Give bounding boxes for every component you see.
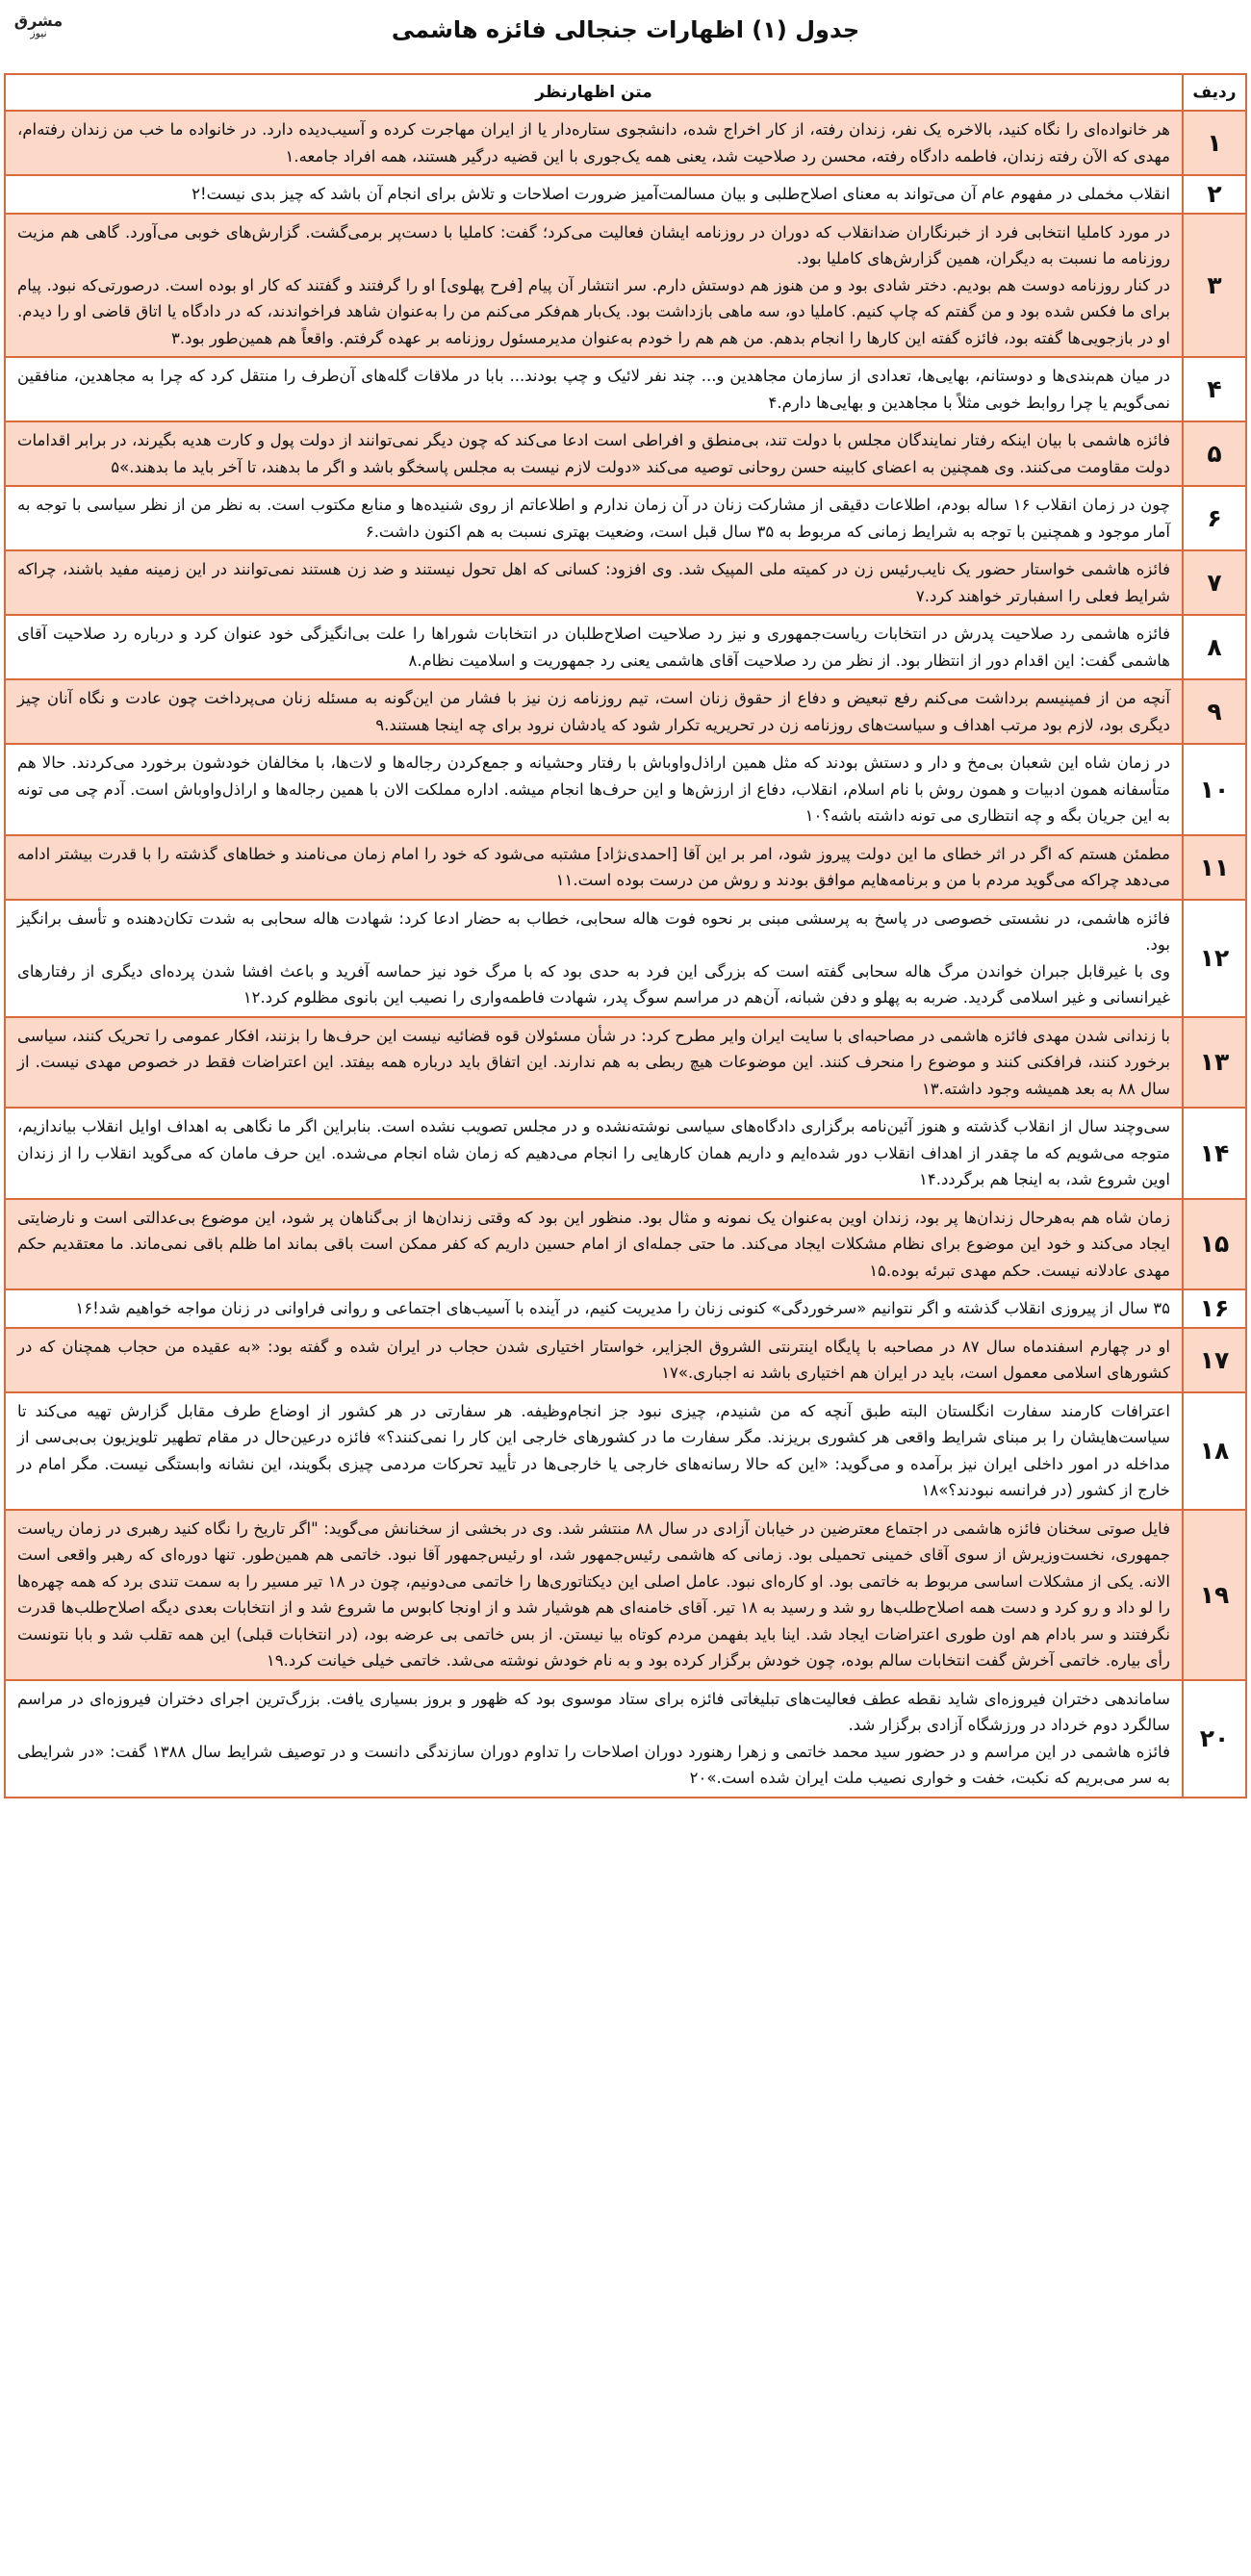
statement-paragraph: او در چهارم اسفندماه سال ۸۷ در مصاحبه با پایگاه اینترنتی الشروق الجزایر، خواستار اختیاری شدن حجاب در ایران شده و گفته بود: «به عقیده من حجاب همچنان که در کشورهای اسلامی معمول است، باید در ایران هم اختیاری باشد نه اجباری.»۱۷ xyxy=(17,1337,1171,1382)
statement-paragraph: اعترافات کارمند سفارت انگلستان البته طبق آنچه که من شنیدم، چیزی نبود جز انجام‌وظیفه. هر سفارتی در هر کشور از اوضاع طرف مقابل گزارش تهیه می‌کند تا سیاست‌هایشان را بر مبنای شرایط واقعی هر کشوری بریزند. مگر سفارت ما در کشورهای خارجی این کار را نمی‌کنند؟» فائزه درعین‌حال در مقام تطهیر تلویزیون بی‌بی‌سی از مداخله در امور داخلی ایران نیز برآمده و می‌گوید: «این که حالا رسانه‌های خارجی یا خارجی‌ها در تأیید تحرکات مردمی چیزی بگویند، این نشانه وابستگی نیست. مگر امام در خارج از کشور (در فرانسه نبودند؟»۱۸ xyxy=(17,1401,1170,1499)
statement-paragraph: فائزه هاشمی رد صلاحیت پدرش در انتخابات ریاست‌جمهوری و نیز رد صلاحیت اصلاح‌طلبان در انتخابات شوراها را علت بی‌انگیزگی خود عنوان کرد و درباره رد صلاحیت آقای هاشمی گفت: این اقدام دور از انتظار بود. از نظر من رد صلاحیت آقای هاشمی یعنی رد جمهوریت و اسلامیت نظام.۸ xyxy=(17,625,1170,670)
table-header-row xyxy=(5,74,1246,111)
statement-paragraph: چون در زمان انقلاب ۱۶ ساله بودم، اطلاعات دقیقی از مشارکت زنان در آن زمان ندارم و اطلاعاتم از روی شنیده‌ها و منابع مکتوب است. به نظر من از نظر سیاسی با توجه به آمار موجود و همچنین با توجه به شرایط زمانی که مربوط به ۳۵ سال قبل است، وضعیت بهتری نسبت به هم اکنون داشت.۶ xyxy=(17,496,1170,541)
row-number: ۲ xyxy=(1183,175,1246,214)
site-logo xyxy=(13,8,64,46)
statement-paragraph: انقلاب مخملی در مفهوم عام آن می‌تواند به معنای اصلاح‌طلبی و بیان مسالمت‌آمیز ضرورت اصلاحات و تلاش برای انجام آن باشد که چیز بدی نیست!۲ xyxy=(191,185,1170,203)
row-number: ۱۰ xyxy=(1183,744,1246,835)
table-row xyxy=(5,1510,1246,1680)
header-row-number: ردیف xyxy=(1183,74,1246,111)
table-row xyxy=(5,1108,1246,1199)
statement-text xyxy=(5,421,1183,486)
table-row xyxy=(5,679,1246,744)
statement-paragraph: در کنار روزنامه دوست هم بودیم. دختر شادی بود و من هنوز هم دوستش دارم. سر انتشار آن پیام [فرح پهلوی] او را گرفتند و گفتند که کار او بوده است. درصورتی‌که نبود. پیام برای ما فکس شده بود و من گفتم که چاپ کنیم. کاملیا دو، سه ماهی بازداشت بود. یک‌بار هم‌فکر می‌کنم من را به‌عنوان شاهد فراخواندند، که در دادگاه یا اتاق قاضی او را دیدم. او در بازجویی‌ها گفته بود، فائزه گفته این کارها را انجام بدهم. من هم هم را خودم به‌عنوان مدیرمسئول روزنامه بر عهده گرفتم. واقعاً هم همین‌طور بود.۳ xyxy=(17,275,1170,347)
table-row xyxy=(5,214,1246,358)
statement-text xyxy=(5,550,1183,615)
statement-text xyxy=(5,1199,1183,1290)
row-number: ۷ xyxy=(1183,550,1246,615)
row-number: ۴ xyxy=(1183,357,1246,421)
table-row xyxy=(5,615,1246,679)
statement-text xyxy=(5,175,1183,214)
statement-paragraph: در مورد کاملیا انتخابی فرد از خبرنگاران ضدانقلاب که دوران در روزنامه ایشان فعالیت می‌کرد؛ گفت: کاملیا با دست‌پر برمی‌گشت. گزارش‌های خوبی می‌آورد. گاهی هم مزیت روزنامه ما نسبت به دیگران، همین گزارش‌های کاملیا بود. xyxy=(17,222,1170,268)
table-row xyxy=(5,1392,1246,1510)
statement-text xyxy=(5,900,1183,1017)
statement-paragraph: سی‌وچند سال از انقلاب گذشته و هنوز آئین‌نامه برگزاری دادگاه‌های سیاسی نوشته‌نشده و در مجلس تصویب نشده است. بنابراین اگر ما نگاهی به اهداف اوایل انقلاب بیاندازیم، متوجه می‌شویم که ما چقدر از اهداف انقلاب دور شده‌ایم و داریم همان کارهایی را انجام می‌دهیم که زمان شاه انجام می‌شده. این حرف مامان که می‌گوید انقلاب را از زندان اوین شروع شد، به اینجا هم برگردد.۱۴ xyxy=(17,1117,1170,1188)
statement-text xyxy=(5,214,1183,358)
statement-paragraph: وی با غیرقابل جبران خواندن مرگ هاله سحابی گفته است که بزرگی این فرد به حدی بود که با مرگ خود نیز حماسه آفرید و باعث افشا شدن پرده‌ای دیگری از رفتارهای غیرانسانی و غیر اسلامی گردید. ضربه به پهلو و دفن شبانه، آن‌هم در مراسم سوگ پدر، شهادت فاطمه‌واری را نصیب این بانوی مظلوم کرد.۱۲ xyxy=(17,961,1170,1007)
row-number: ۱۹ xyxy=(1183,1510,1246,1680)
statement-paragraph: زمان شاه هم به‌هرحال زندان‌ها پر بود، زندان اوین به‌عنوان یک نمونه و مثال بود. منظور این بود که وقتی زندان‌ها از بی‌گناهان پر شود، این موضوع بی‌عدالتی است و نارضایتی ایجاد می‌کند و خود این موضوع برای نظام مشکلات ایجاد می‌کند. ما حتی جمله‌ای از امام حسین داریم که کفر ممکن است باقی بماند اما ظلم باقی نمی‌ماند. ما معتقدیم حکم مهدی عادلانه نیست. حکم مهدی تبرئه بوده.۱۵ xyxy=(17,1208,1170,1280)
row-number: ۱۴ xyxy=(1183,1108,1246,1199)
statement-text xyxy=(5,1289,1183,1328)
row-number: ۹ xyxy=(1183,679,1246,744)
statement-text xyxy=(5,1680,1183,1798)
statement-text xyxy=(5,615,1183,679)
statement-paragraph: آنچه من از فمینیسم برداشت می‌کنم رفع تبعیض و دفاع از حقوق زنان است، تیم روزنامه زن نیز با فشار من این‌گونه به مسئله زنان می‌پرداخت چون عادت و نگاه آنان چیز دیگری بود، لازم بود مرتب اهداف و سیاست‌های روزنامه زن در تحریریه تکرار شود که یادشان نرود برای چه اینجا هستند.۹ xyxy=(17,689,1170,734)
statement-text xyxy=(5,357,1183,421)
row-number: ۱۵ xyxy=(1183,1199,1246,1290)
table-row xyxy=(5,1199,1246,1290)
row-number: ۸ xyxy=(1183,615,1246,679)
header-statement-text: متن اظهارنظر xyxy=(5,74,1183,111)
statement-paragraph: در زمان شاه این شعبان بی‌مخ و دار و دستش بودند که مثل همین اراذل‌واوباش با رفتار وحشیانه و جمع‌کردن رجاله‌ها و لات‌ها، با مخالفان خودشون برخورد می‌کردند. حالا هم متأسفانه همون ادبیات و همون روش با نام اسلام، انقلاب، دفاع از ارزش‌ها و این حرف‌ها انجام میشه. اداره مملکت الان با همین رجاله‌ها و اراذل‌واوباش است. آدم چی می‌ تونه به این جریان بگه و چه انتظاری می‌ تونه داشته باشه؟۱۰ xyxy=(17,753,1170,825)
row-number: ۱ xyxy=(1183,111,1246,175)
statement-paragraph: در میان هم‌بندی‌ها و دوستانم، بهایی‌ها، تعدادی از سازمان مجاهدین و... چند نفر لائیک و چپ بودند... بابا در ملاقات گله‌های آن‌طرف را منتقل کرد که چرا به مجاهدین، منافقین نمی‌گویم یا چرا روابط خوبی مثلاً با مجاهدین و بهایی‌ها دارم.۴ xyxy=(17,367,1170,412)
row-number: ۱۷ xyxy=(1183,1328,1246,1392)
table-row xyxy=(5,357,1246,421)
table-body xyxy=(5,111,1246,1798)
statement-paragraph: مطمئن هستم که اگر در اثر خطای ما این دولت پیروز شود، امر بر این آقا [احمدی‌نژاد] مشتبه می‌شود که خود را امام زمان می‌نامند و خطاهای گذشته را با قدرت بیشتر ادامه می‌دهد چراکه می‌گوید مردم با من و برنامه‌هایم موافق بودند و روش من درست بوده است.۱۱ xyxy=(17,844,1170,889)
statement-paragraph: فائزه هاشمی با بیان اینکه رفتار نمایندگان مجلس با دولت تند، بی‌منطق و افراطی است ادعا می‌کند که چون دیگر نمی‌توانند از دولت پول و کارت هدیه بگیرند، در برابر اقدامات دولت مقاومت می‌کنند. وی همچنین به اعضای کابینه حسن روحانی توصیه می‌کند «دولت لازم نیست به مجلس پاسخگو باشد و اگر ما بدهند، تا آخر باید ما بدهند.»۵ xyxy=(17,431,1170,476)
logo-site-name: مشرق xyxy=(13,12,64,30)
table-title: جدول (۱) اظهارات جنجالی فائزه هاشمی xyxy=(391,16,860,43)
table-row xyxy=(5,1680,1246,1798)
row-number: ۶ xyxy=(1183,486,1246,550)
table-row xyxy=(5,111,1246,175)
statement-paragraph: فایل صوتی سخنان فائزه هاشمی در اجتماع معترضین در خیابان آزادی در سال ۸۸ منتشر شد. وی در بخشی از سخنانش می‌گوید: "اگر تاریخ را نگاه کنید رهبری در زمان ریاست جمهوری، نخست‌وزیرش از سوی آقای خمینی تحمیلی بود. زمانی که هاشمی رئیس‌جمهور شد، او رئیس‌جمهور آقا نبود. خاتمی هم همین‌طور. تنها دوره‌ای که رهبر واقعی است الانه. یکی از مشکلات اساسی مربوط به خاتمی بود. او کاره‌ای نبود. عامل اصلی این دیکتاتوری‌ها را خاتمی می‌دونیم، چون در ۱۸ تیر مسیر را به سمت تندی برد که همه چهره‌ها را لو داد و رو کرد و دست همه اصلاح‌طلب‌ها رو شد و رسید به ۱۸ تیر. آقای خامنه‌ای هم هوشیار شد و از اونجا کابوس ما شروع شد و از انتخابات بعدی دیگه اصلاح‌طلب‌ها قدرت نگرفتند و سر بادام هم اون طوری اعتراضات ایجاد شد. اینا باید بفهمن مردم کوتاه بیا نیستن. از بس خاتمی بی عرضه بود، (در انتخابات قبلی) این همه تقلب شد و بابا نتونست رأی بیاره. خاتمی آخرش گفت انتخابات سالم بوده، چون خودش برگزار کرده بود و به نام خودش نوشته می‌شد. خاتمی خیلی خیانت کرد.۱۹ xyxy=(17,1518,1170,1670)
table-row xyxy=(5,421,1246,486)
table-row xyxy=(5,175,1246,214)
statement-text xyxy=(5,1392,1183,1510)
statement-text xyxy=(5,111,1183,175)
statement-text xyxy=(5,1017,1183,1109)
statement-paragraph: فائزه هاشمی در این مراسم و در حضور سید محمد خاتمی و زهرا رهنورد دوران اصلاحات را تداوم دوران سازندگی دانست و در توصیف شرایط سال ۱۳۸۸ گفت: «در شرایطی به سر می‌بریم که نکبت، خفت و خواری نصیب ملت ایران شده است.»۲۰ xyxy=(17,1742,1170,1787)
row-number: ۱۸ xyxy=(1183,1392,1246,1510)
logo-label: نیوز xyxy=(30,27,47,39)
row-number: ۱۱ xyxy=(1183,835,1246,900)
table-row xyxy=(5,1017,1246,1109)
statement-text xyxy=(5,835,1183,900)
statement-text xyxy=(5,1510,1183,1680)
statement-text xyxy=(5,486,1183,550)
table-row xyxy=(5,1328,1246,1392)
row-number: ۱۶ xyxy=(1183,1289,1246,1328)
statement-paragraph: ساماندهی دختران فیروزه‌ای شاید نقطه عطف فعالیت‌های تبلیغاتی فائزه برای ستاد موسوی بود که ظهور و بروز بسیاری یافت. بزرگ‌ترین اجرای دختران فیروزه‌ای در مراسم سالگرد دوم خرداد در ورزشگاه آزادی برگزار شد. xyxy=(17,1689,1170,1734)
table-row xyxy=(5,486,1246,550)
table-row xyxy=(5,550,1246,615)
row-number: ۱۲ xyxy=(1183,900,1246,1017)
table-row xyxy=(5,1289,1246,1328)
statement-paragraph: فائزه هاشمی خواستار حضور یک نایب‌رئیس زن در کمیته ملی المپیک شد. وی افزود: کسانی که اهل تحول نیستند و ضد زن هستند نمی‌توانند در این زمینه مفید باشند، چراکه شرایط فعلی را اسفبارتر خواهند کرد.۷ xyxy=(17,560,1170,605)
statement-paragraph: فائزه هاشمی، در نشستی خصوصی در پاسخ به پرسشی مبنی بر نحوه فوت هاله سحابی، خطاب به حضار ادعا کرد: شهادت هاله سحابی به شدت تکان‌دهنده و تأسف برانگیز بود. xyxy=(17,908,1170,954)
statement-paragraph: ۳۵ سال از پیروزی انقلاب گذشته و اگر نتوانیم «سرخوردگی» کنونی زنان را مدیریت کنیم، در آینده با آسیب‌های اجتماعی و روانی فراوانی در زنان مواجه خواهیم شد!۱۶ xyxy=(75,1299,1170,1317)
table-row xyxy=(5,835,1246,900)
table-row xyxy=(5,900,1246,1017)
statement-text xyxy=(5,1328,1183,1392)
row-number: ۳ xyxy=(1183,214,1246,358)
statement-paragraph: با زندانی شدن مهدی فائزه هاشمی در مصاحبه‌ای با سایت ایران وایر مطرح کرد: در شأن مسئولان قوه قضائیه نیست این حرف‌ها را بزنند، افکار عمومی را تحریک کنند، سیاسی برخورد کنند، فرافکنی کنند و موضوع را منحرف کنند. این موضوعات هیچ ربطی به هم ندارند. این اتفاق باید درباره همه بیفتد. این اعتراضات فقط در خصوص مهدی نیست. از سال ۸۸ به بعد همیشه وجود داشته.۱۳ xyxy=(17,1026,1170,1098)
statement-text xyxy=(5,1108,1183,1199)
row-number: ۵ xyxy=(1183,421,1246,486)
statements-table xyxy=(4,73,1247,1798)
statement-paragraph: هر خانواده‌ای را نگاه کنید، بالاخره یک نفر، زندان رفته، از کار اخراج شده، دانشجوی ستاره‌دار یا از ایران مهاجرت کرده و آسیب‌دیده دارد. در خانواده ما خب من زندان رفته‌ام، مهدی که الآن رفته زندان، فاطمه دادگاه رفته، محسن رد صلاحیت شد، یعنی همه یک‌جوری با این قضیه درگیر هستند، همه افراد جامعه.۱ xyxy=(17,120,1170,166)
statement-text xyxy=(5,744,1183,835)
statement-text xyxy=(5,679,1183,744)
row-number: ۱۳ xyxy=(1183,1017,1246,1109)
row-number: ۲۰ xyxy=(1183,1680,1246,1798)
table-row xyxy=(5,744,1246,835)
